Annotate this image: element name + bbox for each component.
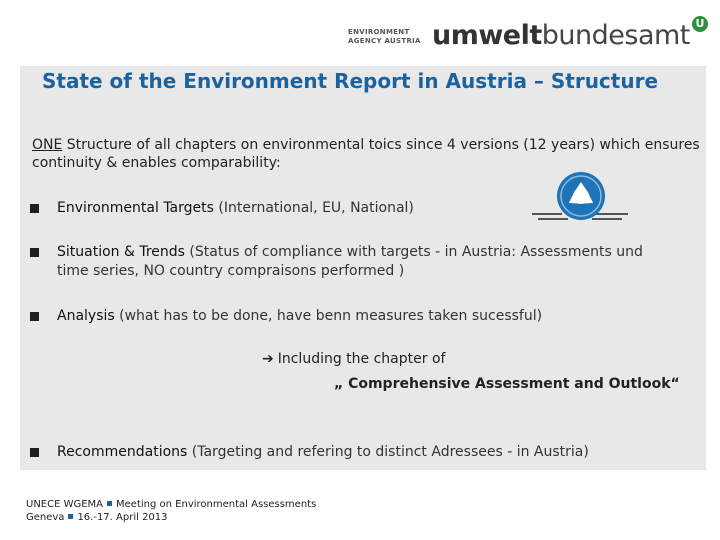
bullet-text bbox=[57, 199, 697, 218]
bullet-text bbox=[57, 443, 697, 462]
agency-line-1: ENVIRONMENT bbox=[348, 28, 410, 36]
slide-footer bbox=[26, 498, 316, 524]
bullet-text bbox=[57, 307, 697, 326]
agency-name bbox=[348, 28, 421, 46]
bullet-label: Recommendations bbox=[57, 444, 188, 460]
footer-date: 16.-17. April 2013 bbox=[77, 512, 168, 523]
footer-line-2 bbox=[26, 511, 316, 524]
footer-meeting: Meeting on Environmental Assessments bbox=[116, 499, 317, 510]
slide-title: State of the Environment Report in Austria – Structure bbox=[42, 69, 659, 93]
bullet-square-icon bbox=[30, 204, 39, 213]
bullet-square-icon bbox=[30, 448, 39, 457]
separator-square-icon bbox=[107, 501, 112, 506]
bullet-text bbox=[57, 243, 647, 281]
bullet-desc: (what has to be done, have benn measures taken sucessful) bbox=[114, 308, 543, 324]
bullet-label: Situation & Trends bbox=[57, 244, 185, 260]
bullet-desc: (Targeting and refering to distinct Adressees - in Austria) bbox=[187, 444, 589, 460]
chapter-name: „ Comprehensive Assessment and Outlook“ bbox=[334, 376, 680, 392]
intro-text: Structure of all chapters on environmental toics since 4 versions (12 years) which ensures continuity & enables comparability: bbox=[32, 137, 700, 171]
recycling-icon bbox=[532, 162, 630, 230]
bullet-label: Environmental Targets bbox=[57, 200, 214, 216]
bullet-square-icon bbox=[30, 312, 39, 321]
intro-emphasis: ONE bbox=[32, 137, 63, 153]
brand-rest: bundesamt bbox=[541, 20, 690, 51]
brand-bold: umwelt bbox=[432, 20, 542, 51]
chapter-lead: Including the chapter of bbox=[277, 351, 446, 367]
bullet-desc: (International, EU, National) bbox=[213, 200, 414, 216]
brand-wordmark bbox=[432, 20, 690, 51]
bullet-label: Analysis bbox=[57, 308, 115, 324]
chapter-reference bbox=[262, 350, 445, 369]
arrow-right-icon: ➔ bbox=[262, 351, 274, 367]
separator-square-icon bbox=[68, 514, 73, 519]
bullet-square-icon bbox=[30, 248, 39, 257]
footer-event: UNECE WGEMA bbox=[26, 499, 104, 510]
footer-location: Geneva bbox=[26, 512, 65, 523]
footer-line-1 bbox=[26, 498, 316, 511]
brand-badge-icon: U bbox=[692, 16, 708, 32]
umweltbundesamt-logo bbox=[348, 14, 708, 54]
agency-line-2: AGENCY AUSTRIA bbox=[348, 37, 421, 45]
bullet-desc: (Status of compliance with targets - in Austria: Assessments und time series, NO country compraisons performed ) bbox=[57, 244, 643, 279]
